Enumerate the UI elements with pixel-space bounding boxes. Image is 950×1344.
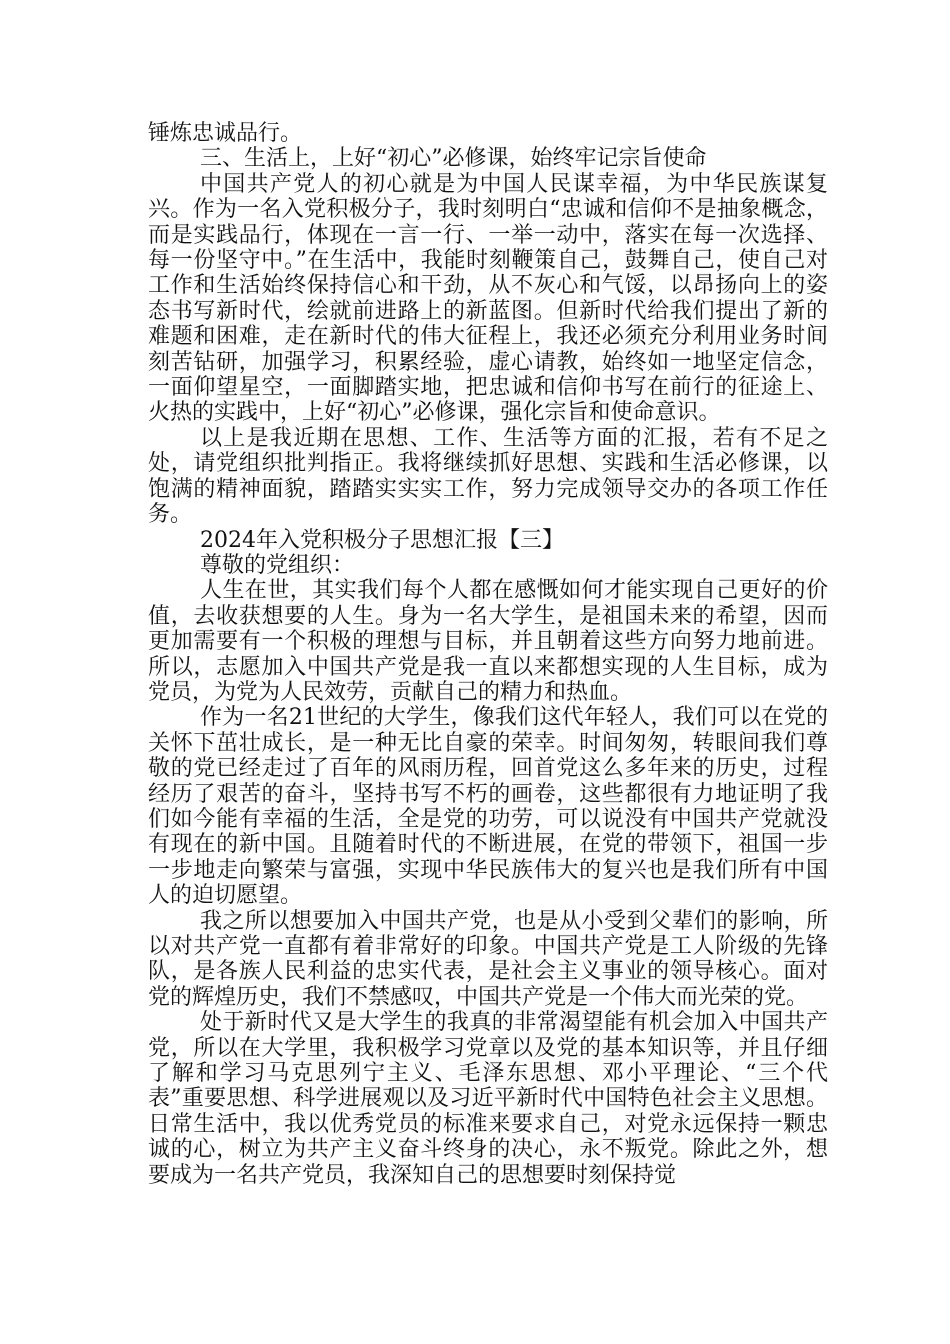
paragraph: 我之所以想要加入中国共产党，也是从小受到父辈们的影响，所以对共产党一直都有着非常好的印象。中国共产党是工人阶级的先锋队，是各族人民利益的忠实代表，是社会主义事业的领导核心。面对党的辉煌历史，我们不禁感叹，中国共产党是一个伟大而光荣的党。 xyxy=(148,908,828,1010)
section-heading: 三、生活上，上好“初心”必修课，始终牢记宗旨使命 xyxy=(200,146,707,172)
paragraph: 人生在世，其实我们每个人都在感慨如何才能实现自己更好的价值，去收获想要的人生。身为一名大学生，是祖国未来的希望，因而更加需要有一个积极的理想与目标，并且朝着这些方向努力地前进。所以，志愿加入中国共产党是我一直以来都想实现的人生目标，成为党员，为党为人民效劳，贡献自己的精力和热血。 xyxy=(148,578,828,705)
document-title: 2024年入党积极分子思想汇报【三】 xyxy=(200,527,564,553)
paragraph: 锤炼忠诚品行。 xyxy=(148,121,303,146)
paragraph: 中国共产党人的初心就是为中国人民谋幸福，为中华民族谋复兴。作为一名入党积极分子，我时刻明白“忠诚和信仰不是抽象概念，而是实践品行，体现在一言一行、一举一动中，落实在每一次选择、每一份坚守中。”在生活中，我能时刻鞭策自己，鼓舞自己，使自己对工作和生活始终保持信心和干劲，从不灰心和气馁，以昂扬向上的姿态书写新时代，绘就前进路上的新蓝图。但新时代给我们提出了新的难题和困难，走在新时代的伟大征程上，我还必须充分利用业务时间刻苦钻研，加强学习，积累经验，虚心请教，始终如一地坚定信念，一面仰望星空，一面脚踏实地，把忠诚和信仰书写在前行的征途上、火热的实践中，上好“初心”必修课，强化宗旨和使命意识。 xyxy=(148,171,828,426)
document-body xyxy=(148,121,828,1188)
paragraph: 以上是我近期在思想、工作、生活等方面的汇报，若有不足之处，请党组织批判指正。我将继续抓好思想、实践和生活必修课，以饱满的精神面貌，踏踏实实实工作，努力完成领导交办的各项工作任务。 xyxy=(148,425,828,528)
paragraph: 作为一名21世纪的大学生，像我们这代年轻人，我们可以在党的关怀下茁壮成长，是一种无比自豪的荣幸。时间匆匆，转眼间我们尊敬的党已经走过了百年的风雨历程，回首党这么多年来的历史，过程经历了艰苦的奋斗，坚持书写不朽的画卷，这些都很有力地证明了我们如今能有幸福的生活，全是党的功劳，可以说没有中国共产党就没有现在的新中国。且随着时代的不断进展，在党的带领下，祖国一步一步地走向繁荣与富强，实现中华民族伟大的复兴也是我们所有中国人的迫切愿望。 xyxy=(148,705,828,909)
paragraph: 处于新时代又是大学生的我真的非常渴望能有机会加入中国共产党，所以在大学里，我积极学习党章以及党的基本知识等，并且仔细了解和学习马克思列宁主义、毛泽东思想、邓小平理论、“三个代表”重要思想、科学进展观以及习近平新时代中国特色社会主义思想。日常生活中，我以优秀党员的标准来要求自己，对党永远保持一颗忠诚的心，树立为共产主义奋斗终身的决心，永不叛党。除此之外，想要成为一名共产党员，我深知自己的思想要时刻保持觉 xyxy=(148,1010,828,1188)
salutation: 尊敬的党组织： xyxy=(200,552,355,578)
